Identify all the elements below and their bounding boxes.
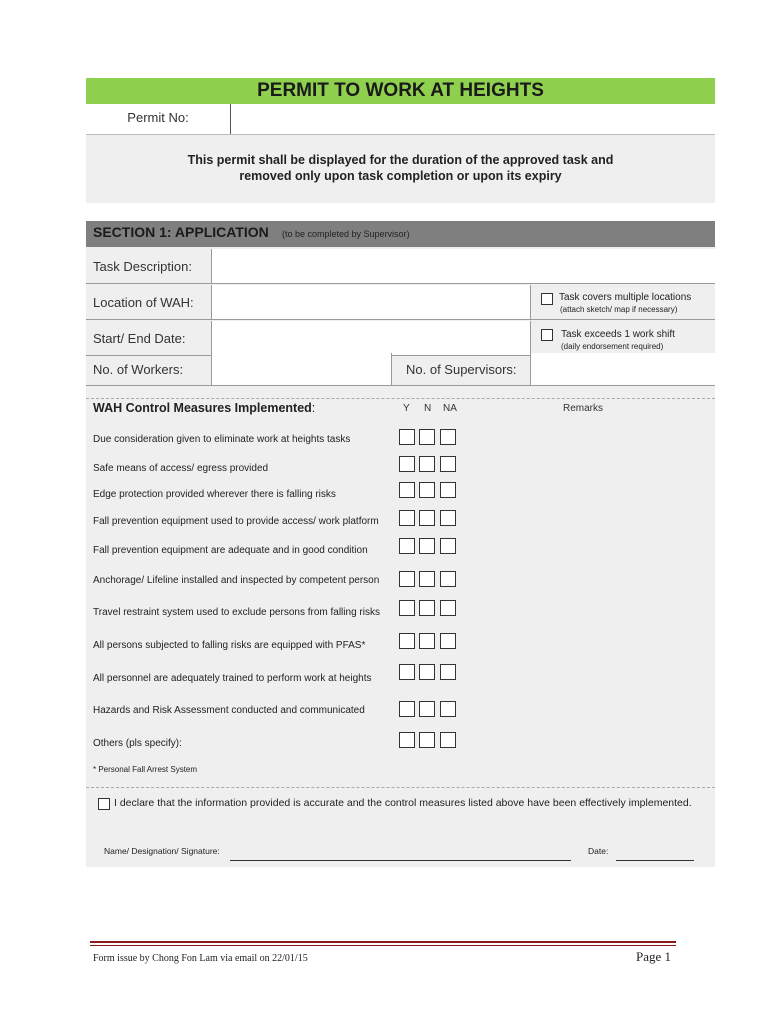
measure-4-na-checkbox[interactable] xyxy=(440,510,456,526)
measure-row xyxy=(93,635,365,653)
measure-8-yes-checkbox[interactable] xyxy=(399,633,415,649)
measure-7-no-checkbox[interactable] xyxy=(419,600,435,616)
measure-label: Edge protection provided wherever there is falling risks xyxy=(93,489,336,500)
wah-top-divider xyxy=(86,398,715,399)
footer-rule xyxy=(90,941,676,943)
multiple-locations-checkbox[interactable] xyxy=(541,293,553,305)
measure-10-na-checkbox[interactable] xyxy=(440,701,456,717)
permit-no-row xyxy=(86,104,715,135)
measure-8-na-checkbox[interactable] xyxy=(440,633,456,649)
signature-field[interactable] xyxy=(230,860,571,861)
measure-label: Fall prevention equipment used to provide access/ work platform xyxy=(93,516,379,527)
measure-11-no-checkbox[interactable] xyxy=(419,732,435,748)
measure-row xyxy=(93,511,379,529)
measure-5-no-checkbox[interactable] xyxy=(419,538,435,554)
start-end-date-field[interactable] xyxy=(211,321,531,355)
measure-row xyxy=(93,540,368,558)
permit-no-field[interactable] xyxy=(232,104,715,134)
measure-label: All persons subjected to falling risks are equipped with PFAS* xyxy=(93,640,366,651)
notice-line-2: removed only upon task completion or upon its expiry xyxy=(239,169,562,183)
measure-6-na-checkbox[interactable] xyxy=(440,571,456,587)
exceeds-shift-note: (daily endorsement required) xyxy=(561,342,664,351)
declaration-text: I declare that the information provided is accurate and the control measures listed above have been effectively implemented. xyxy=(114,797,692,809)
measure-row xyxy=(93,700,365,718)
location-row xyxy=(86,285,715,320)
date-divider xyxy=(530,321,531,355)
wah-bottom-divider xyxy=(86,787,715,788)
measure-row xyxy=(93,602,380,620)
no-workers-label: No. of Workers: xyxy=(93,362,184,377)
measure-9-no-checkbox[interactable] xyxy=(419,664,435,680)
measure-10-no-checkbox[interactable] xyxy=(419,701,435,717)
measure-5-na-checkbox[interactable] xyxy=(440,538,456,554)
measure-4-yes-checkbox[interactable] xyxy=(399,510,415,526)
measure-label: Due consideration given to eliminate work at heights tasks xyxy=(93,434,351,445)
measure-row xyxy=(93,668,372,686)
location-divider xyxy=(530,285,531,319)
measure-label: Hazards and Risk Assessment conducted and communicated xyxy=(93,705,365,716)
signature-label: Name/ Designation/ Signature: xyxy=(104,846,220,856)
measure-label: Safe means of access/ egress provided xyxy=(93,463,269,474)
start-end-date-row xyxy=(86,321,715,356)
task-description-label: Task Description: xyxy=(93,259,192,274)
measure-label: Fall prevention equipment are adequate and in good condition xyxy=(93,545,368,556)
measure-2-no-checkbox[interactable] xyxy=(419,456,435,472)
measure-11-yes-checkbox[interactable] xyxy=(399,732,415,748)
column-y: Y xyxy=(403,403,410,414)
measure-row xyxy=(93,429,350,447)
page-number: Page 1 xyxy=(636,949,672,964)
exceeds-shift-label: Task exceeds 1 work shift xyxy=(561,329,675,340)
column-na: NA xyxy=(443,403,457,414)
measure-5-yes-checkbox[interactable] xyxy=(399,538,415,554)
task-description-row xyxy=(86,249,715,284)
measure-label: All personnel are adequately trained to perform work at heights xyxy=(93,673,372,684)
multiple-locations-note: (attach sketch/ map if necessary) xyxy=(560,305,678,314)
location-label: Location of WAH: xyxy=(93,295,194,310)
no-supervisors-label: No. of Supervisors: xyxy=(406,362,517,377)
measure-8-no-checkbox[interactable] xyxy=(419,633,435,649)
measure-6-no-checkbox[interactable] xyxy=(419,571,435,587)
permit-no-divider xyxy=(230,104,231,134)
form-issue-note: Form issue by Chong Fon Lam via email on 22/01/15 xyxy=(93,953,308,964)
measure-1-yes-checkbox[interactable] xyxy=(399,429,415,445)
measure-row xyxy=(93,484,336,502)
display-notice xyxy=(86,135,715,203)
no-supervisors-field[interactable] xyxy=(530,353,716,385)
section-1-subtitle: (to be completed by Supervisor) xyxy=(282,229,410,239)
workers-row xyxy=(86,353,715,386)
declaration-checkbox[interactable] xyxy=(98,798,110,810)
measure-2-na-checkbox[interactable] xyxy=(440,456,456,472)
column-remarks: Remarks xyxy=(563,403,604,414)
measure-label: Others (pls specify): xyxy=(93,738,182,749)
measure-3-yes-checkbox[interactable] xyxy=(399,482,415,498)
measure-1-no-checkbox[interactable] xyxy=(419,429,435,445)
form-title: PERMIT TO WORK AT HEIGHTS xyxy=(86,78,715,104)
measure-11-na-checkbox[interactable] xyxy=(440,732,456,748)
measure-1-na-checkbox[interactable] xyxy=(440,429,456,445)
notice-line-1: This permit shall be displayed for the duration of the approved task and xyxy=(187,153,614,167)
start-end-date-label: Start/ End Date: xyxy=(93,331,186,346)
date-field[interactable] xyxy=(616,860,694,861)
measure-9-na-checkbox[interactable] xyxy=(440,664,456,680)
pfas-footnote: * Personal Fall Arrest System xyxy=(93,765,198,774)
wah-heading xyxy=(93,401,315,415)
measure-label: Travel restraint system used to exclude persons from falling risks xyxy=(93,607,380,618)
permit-no-label: Permit No: xyxy=(127,110,189,125)
measure-3-no-checkbox[interactable] xyxy=(419,482,435,498)
wah-heading-text: WAH Control Measures Implemented xyxy=(93,401,312,415)
measure-row xyxy=(93,733,182,751)
no-workers-field[interactable] xyxy=(211,353,392,385)
date-label: Date: xyxy=(588,846,609,856)
measure-3-na-checkbox[interactable] xyxy=(440,482,456,498)
footer-rule-thin xyxy=(90,945,676,946)
measure-row xyxy=(93,570,379,588)
measure-row xyxy=(93,458,268,476)
workers-divider xyxy=(391,353,392,385)
measure-10-yes-checkbox[interactable] xyxy=(399,701,415,717)
measure-7-na-checkbox[interactable] xyxy=(440,600,456,616)
task-description-field[interactable] xyxy=(211,249,716,283)
measure-6-yes-checkbox[interactable] xyxy=(399,571,415,587)
measure-label: Anchorage/ Lifeline installed and inspected by competent person xyxy=(93,575,380,586)
measure-7-yes-checkbox[interactable] xyxy=(399,600,415,616)
section-1-header xyxy=(86,221,715,247)
location-field[interactable] xyxy=(211,285,531,319)
measure-2-yes-checkbox[interactable] xyxy=(399,456,415,472)
section-1-title: SECTION 1: APPLICATION xyxy=(93,224,269,240)
measure-9-yes-checkbox[interactable] xyxy=(399,664,415,680)
measure-4-no-checkbox[interactable] xyxy=(419,510,435,526)
column-n: N xyxy=(424,403,432,414)
exceeds-shift-checkbox[interactable] xyxy=(541,329,553,341)
multiple-locations-label: Task covers multiple locations xyxy=(559,292,692,303)
wah-heading-colon: : xyxy=(311,401,316,415)
